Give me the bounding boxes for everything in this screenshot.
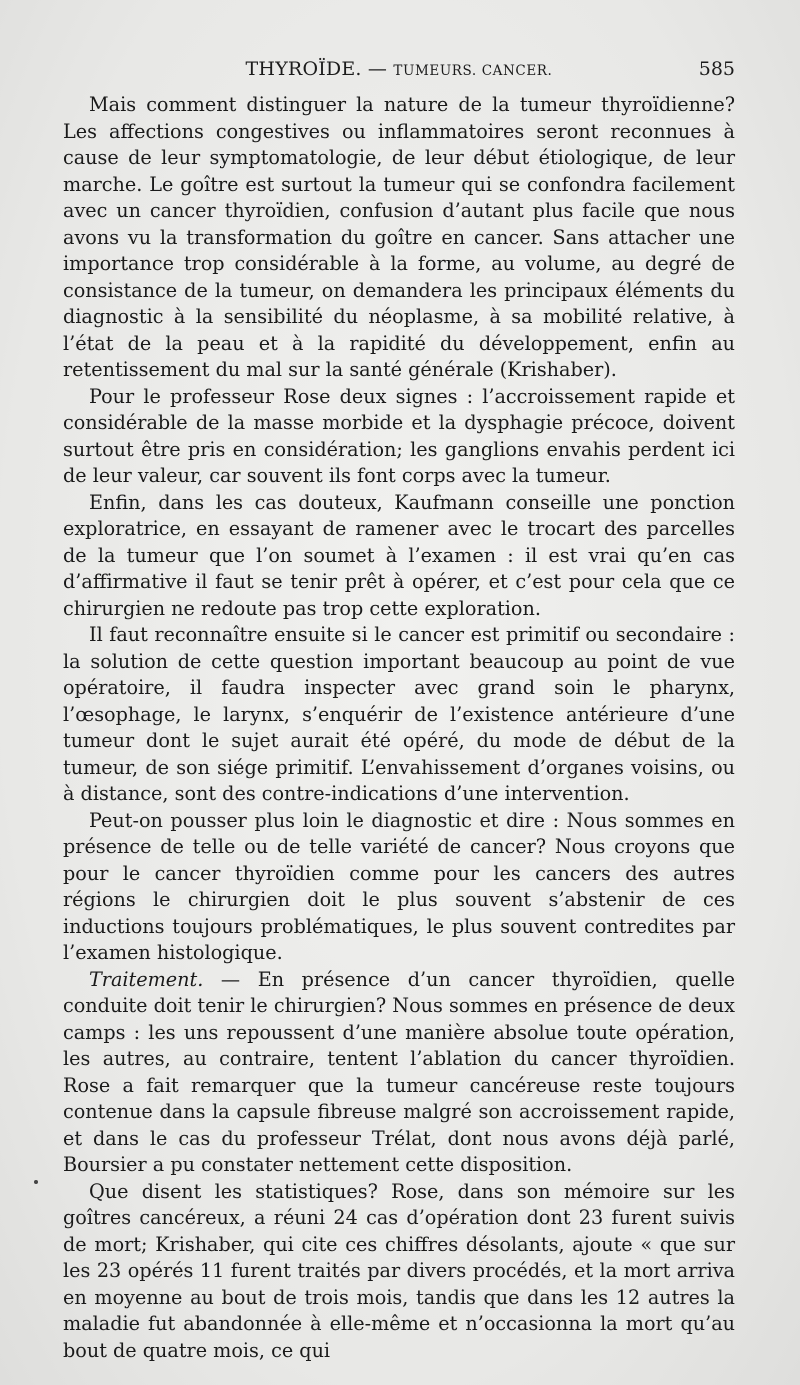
paragraph	[63, 808, 735, 967]
paragraph-text: Pour le professeur Rose deux signes : l’accroissement rapide et considérable de la masse morbide et la dysphagie précoce, doivent surtout être pris en considération; les ganglions envahis perdent ici de leur valeur, car souvent ils font corps avec la tumeur.	[63, 384, 735, 487]
section-heading-traitement: Traitement.	[89, 967, 204, 991]
paragraph-text: Enfin, dans les cas douteux, Kaufmann conseille une ponction exploratrice, en essayant de ramener avec le trocart des parcelles de la tumeur que l’on soumet à l’examen : il est vrai qu’en cas d’affirmative il faut se tenir prêt à opérer, et c’est pour cela que ce chirurgien ne redoute pas trop cette exploration.	[63, 490, 735, 620]
paragraph	[63, 384, 735, 490]
page-number: 585	[698, 58, 735, 80]
paragraph-traitement	[63, 967, 735, 1179]
running-header	[63, 58, 735, 86]
running-title	[63, 58, 735, 80]
paragraph-text: Que disent les statistiques? Rose, dans son mémoire sur les goîtres cancéreux, a réuni 24 cas d’opération dont 23 furent suivis de mort; Krishaber, qui cite ces chiffres désolants, ajoute « que sur les 23 opérés 11 furent traités par divers procédés, et la mort arriva en moyenne au bout de trois mois, tandis que dans les 12 autres la maladie fut abandonnée à elle-même et n’occasionna la mort qu’au bout de quatre mois, ce qui	[63, 1179, 735, 1362]
paragraph-text: Mais comment distinguer la nature de la tumeur thyroïdienne? Les affections congestives ou inflammatoires seront reconnues à cause de leur symptomatologie, de leur début étiologique, de leur marche. Le goître est surtout la tumeur qui se confondra facilement avec un cancer thyroïdien, confusion d’autant plus facile que nous avons vu la transformation du goître en cancer. Sans attacher une importance trop considérable à la forme, au volume, au degré de consistance de la tumeur, on demandera les principaux éléments du diagnostic à la sensibilité du néoplasme, à sa mobilité relative, à l’état de la peau et à la rapidité du développement, enfin au retentissement du mal sur la santé générale (Krishaber).	[63, 93, 735, 381]
paragraph	[63, 490, 735, 623]
paragraph	[63, 622, 735, 808]
paragraph-text: Il faut reconnaître ensuite si le cancer est primitif ou secondaire : la solution de cette question important beaucoup au point de vue opératoire, il faudra inspecter avec grand soin le pharynx, l’œsophage, le larynx, s’enquérir de l’existence antérieure d’une tumeur dont le sujet aurait été opéré, du mode de début de la tumeur, de son siége primitif. L’envahissement d’organes voisins, ou à distance, sont des contre-indications d’une intervention.	[63, 623, 735, 805]
running-title-sub: TUMEURS. CANCER.	[393, 63, 553, 79]
paragraph	[63, 92, 735, 384]
paragraph	[63, 1179, 735, 1365]
paragraph-text: — En présence d’un cancer thyroïdien, quelle conduite doit tenir le chirurgien? Nous sommes en présence de deux camps : les uns repoussent d’une manière absolue toute opération, les autres, au contraire, tentent l’ablation du cancer thyroïdien. Rose a fait remarquer que la tumeur cancéreuse reste toujours contenue dans la capsule fibreuse malgré son accroissement rapide, et dans le cas du professeur Trélat, dont nous avons déjà parlé, Boursier a pu constater nettement cette disposition.	[63, 967, 735, 1176]
ink-speck	[34, 1180, 38, 1184]
paragraph-text: Peut-on pousser plus loin le diagnostic et dire : Nous sommes en présence de telle ou de telle variété de cancer? Nous croyons que pour le cancer thyroïdien comme pour les cancers des autres régions le chirurgien doit le plus souvent s’abstenir de ces inductions toujours problématiques, le plus souvent contredites par l’examen histologique.	[63, 808, 735, 964]
running-title-main: THYROÏDE. —	[245, 58, 388, 80]
body-text	[63, 92, 735, 1364]
